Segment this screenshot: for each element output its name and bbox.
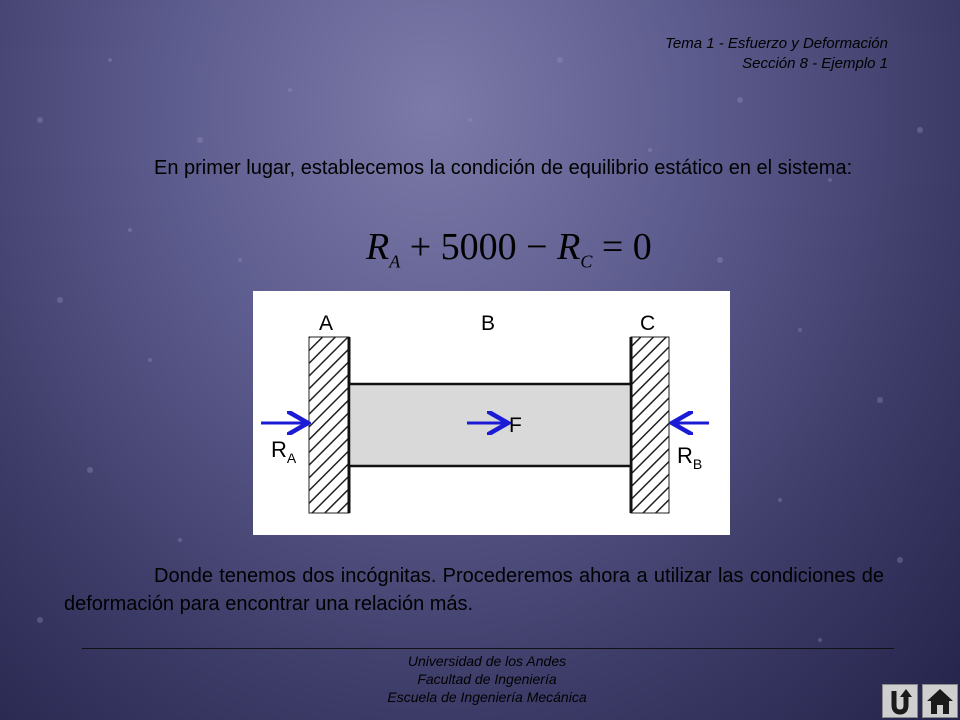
label-b: B xyxy=(481,312,496,335)
bar-segment xyxy=(349,384,631,466)
slide-header xyxy=(665,34,888,74)
intro-paragraph: En primer lugar, establecemos la condición de equilibrio estático en el sistema: xyxy=(154,157,853,179)
eq-sub-a: A xyxy=(389,251,401,272)
slide-footer xyxy=(287,652,687,706)
label-f: F xyxy=(509,414,522,437)
beam-diagram xyxy=(253,291,730,535)
equilibrium-equation xyxy=(366,225,652,273)
label-a: A xyxy=(319,312,334,335)
label-rb: $R_B$ xyxy=(677,443,703,472)
back-button[interactable] xyxy=(882,684,918,718)
wall-left xyxy=(309,337,349,513)
home-button[interactable] xyxy=(922,684,958,718)
footer-university: Universidad de los Andes xyxy=(407,653,567,669)
eq-sub-c: C xyxy=(580,251,593,272)
wall-right xyxy=(631,337,669,513)
header-section: Sección 8 - Ejemplo 1 xyxy=(742,55,888,72)
conclusion-paragraph: Donde tenemos dos incógnitas. Procederemos ahora a utilizar las condiciones de deformación para encontrar una relación más. xyxy=(64,565,884,615)
return-arrow-icon xyxy=(883,685,917,717)
footer-school: Escuela de Ingeniería Mecánica xyxy=(387,689,587,705)
label-c: C xyxy=(640,312,656,335)
eq-end: = 0 xyxy=(592,226,652,268)
label-ra: $R_A$ xyxy=(271,437,297,466)
eq-term-r-c: R xyxy=(557,226,581,268)
home-icon xyxy=(923,685,957,717)
footer-faculty: Facultad de Ingeniería xyxy=(417,671,557,687)
beam-diagram-svg xyxy=(253,291,730,535)
header-topic: Tema 1 - Esfuerzo y Deformación xyxy=(665,35,888,52)
eq-term-r-a: R xyxy=(366,226,390,268)
footer-divider xyxy=(82,648,894,649)
eq-middle: + 5000 − xyxy=(400,226,558,268)
